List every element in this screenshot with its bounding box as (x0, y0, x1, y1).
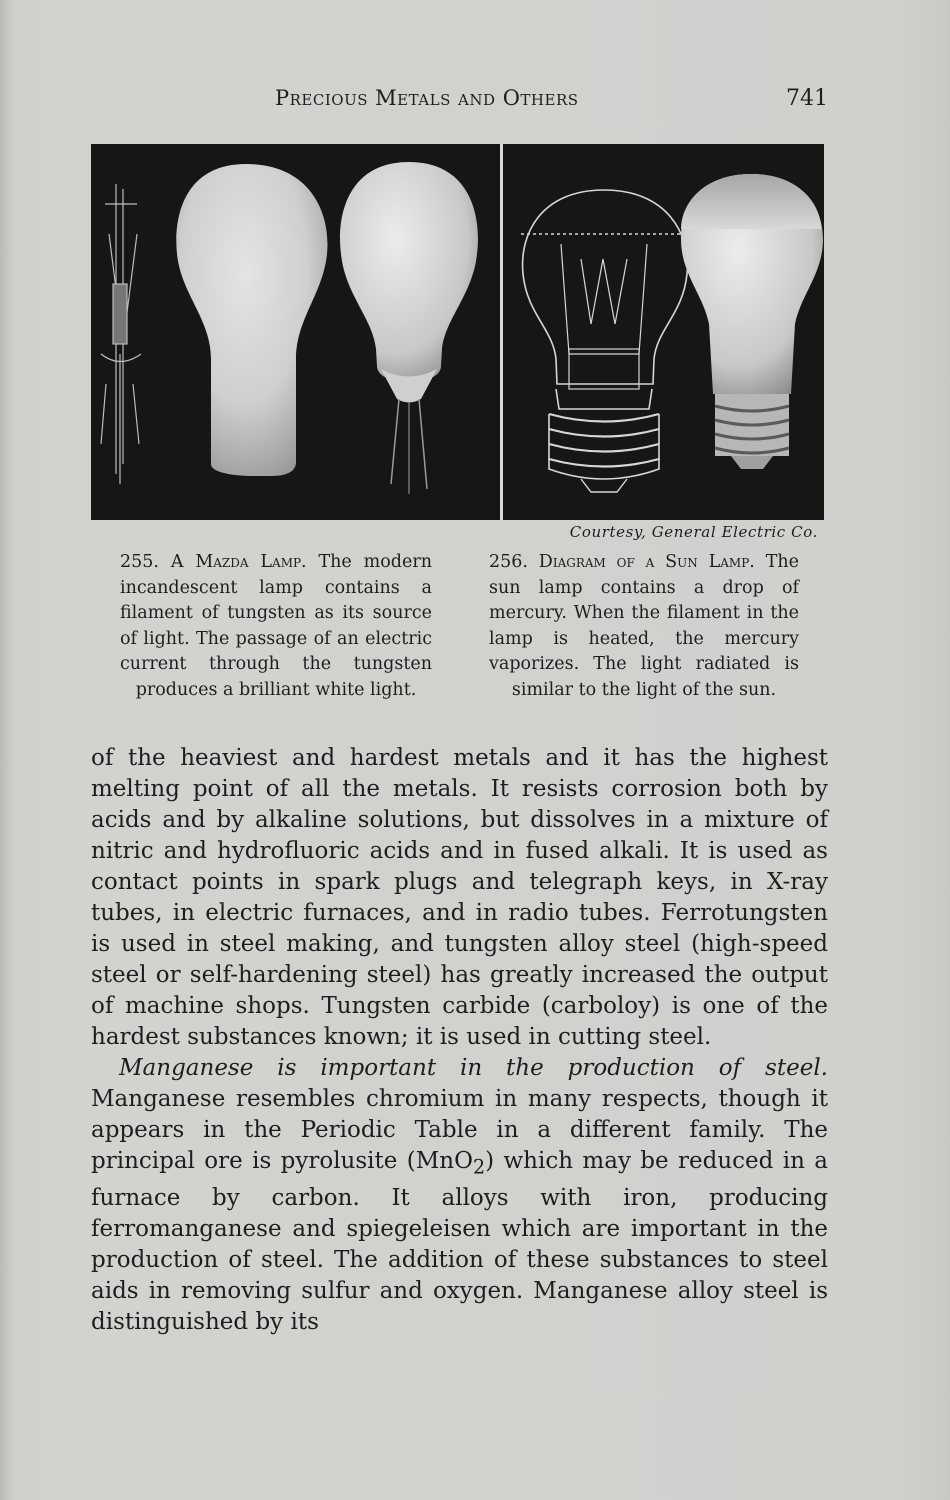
figure-caption-255 (120, 550, 432, 703)
running-header (0, 86, 950, 116)
page-number: 741 (786, 86, 828, 111)
caption-text: The sun lamp contains a drop of mercury. When the filament in the lamp is heated, the mercury vaporizes. The light radiated is similar to the light of the sun. (489, 552, 799, 700)
body-text (91, 743, 828, 1338)
lamp-photograph (91, 144, 824, 520)
caption-label: 255. A Mazda Lamp. (120, 552, 307, 572)
panel-divider (500, 144, 503, 520)
caption-label: 256. Diagram of a Sun Lamp. (489, 552, 755, 572)
caption-text: The modern incandescent lamp contains a filament of tungsten as its source of light. The passage of an electric current through the tungsten produces a brilliant white light. (120, 552, 432, 700)
paragraph-lead-italic: Manganese is important in the production of steel. (119, 1055, 828, 1081)
paragraph-text-continued: ) which may be reduced in a furnace by carbon. It alloys with iron, producing ferromanganese and spiegeleisen which are important in the production of steel. The addition of these substances to steel aids in removing sulfur and oxygen. Manganese alloy steel is distinguished by its (91, 1148, 828, 1335)
running-title: Precious Metals and Others (275, 86, 579, 110)
chemical-formula (415, 1148, 486, 1179)
paragraph-manganese (91, 1053, 828, 1338)
figure-caption-256 (489, 550, 799, 703)
formula-subscript: 2 (472, 1155, 486, 1179)
lamp-photo-illustration (91, 144, 824, 520)
paragraph-text: Manganese resembles chromium in many respects, though it appears in the Periodic Table in a different family. The principal ore is pyrolusite ( (91, 1086, 828, 1174)
photo-credit: Courtesy, General Electric Co. (569, 523, 818, 541)
paragraph-tungsten: of the heaviest and hardest metals and it has the highest melting point of all the metals. It resists corrosion both by acids and by alkaline solutions, but dissolves in a mixture of nitric and hydrofluoric acids and in fused alkali. It is used as contact points in spark plugs and telegraph keys, in X-ray tubes, in electric furnaces, and in radio tubes. Ferrotungsten is used in steel making, and tungsten alloy steel (high-speed steel or self-hardening steel) has greatly increased the output of machine shops. Tungsten carbide (carboloy) is one of the hardest substances known; it is used in cutting steel. (91, 745, 828, 1050)
formula-base: MnO (415, 1148, 473, 1174)
